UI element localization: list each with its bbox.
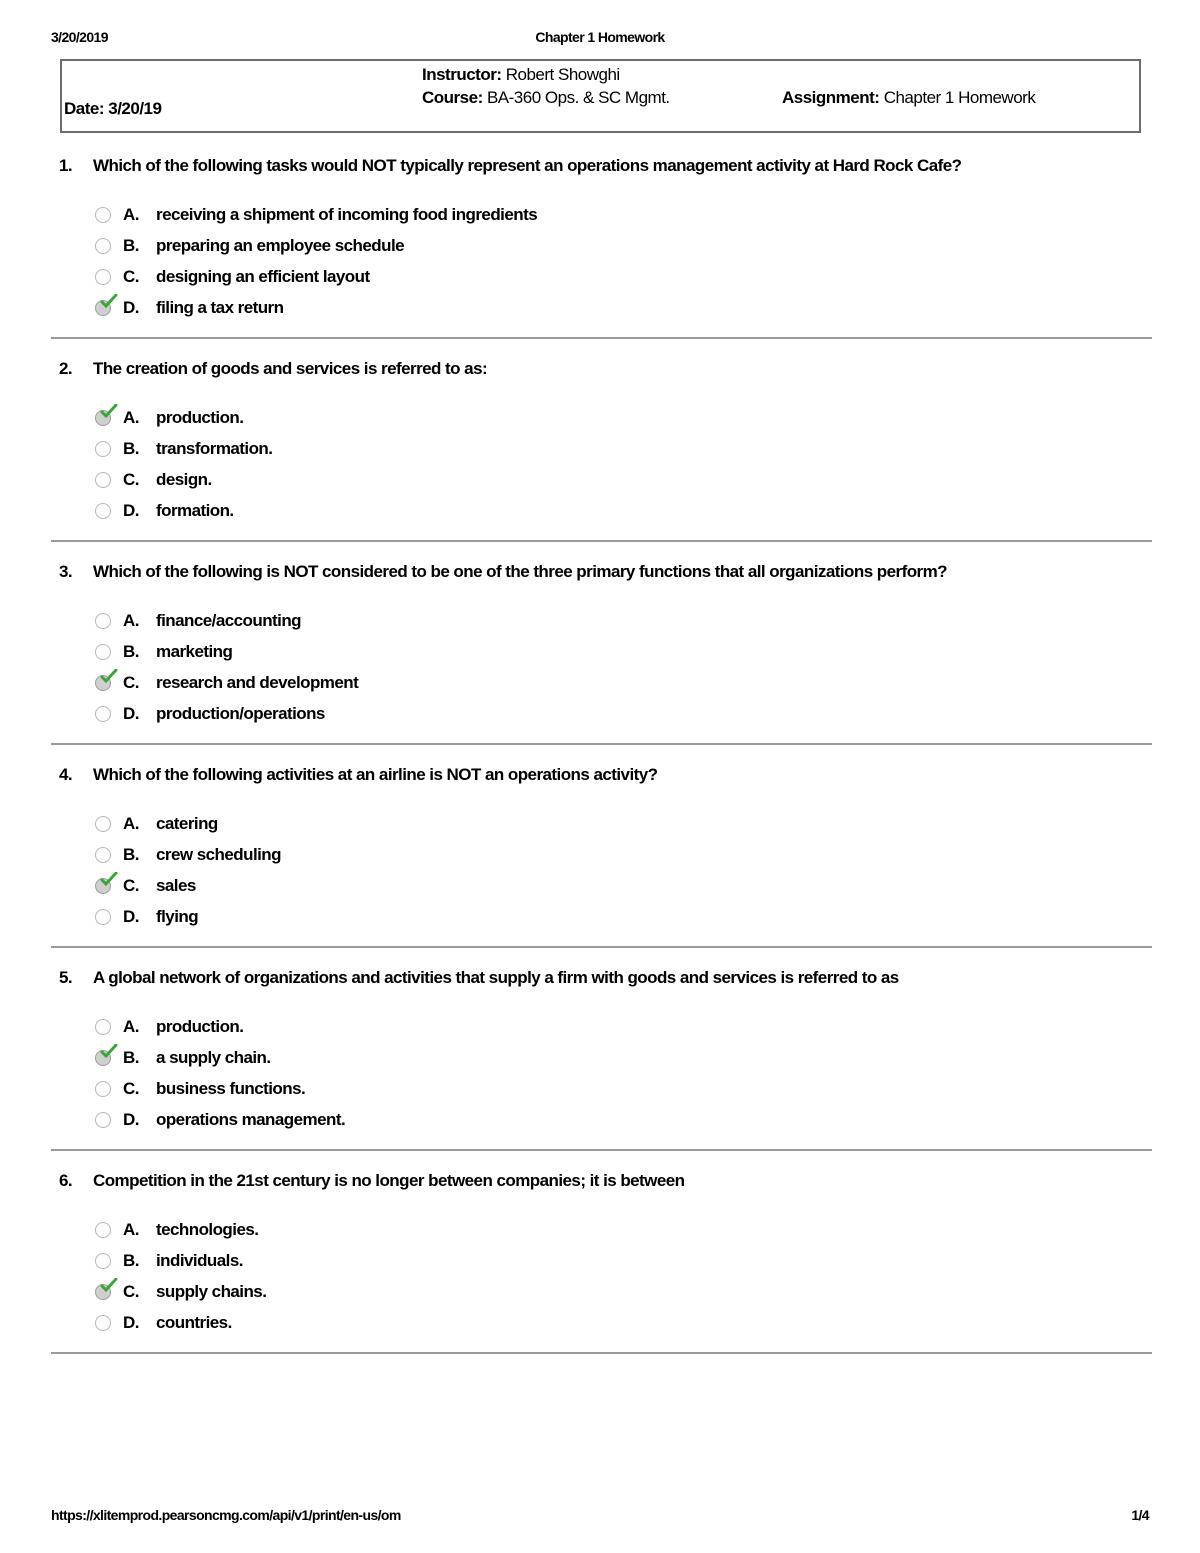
question-divider (51, 337, 1152, 339)
option-text: flying (156, 907, 199, 926)
option-text: crew scheduling (156, 845, 281, 864)
radio-button[interactable] (95, 909, 111, 925)
assignment-info-box (60, 59, 1141, 133)
question-prompt: Which of the following tasks would NOT typically represent an operations management activity at Hard Rock Cafe? (93, 156, 962, 175)
question-prompt: The creation of goods and services is referred to as: (93, 359, 488, 378)
question-1 (51, 156, 1152, 359)
question-number: 4. (59, 765, 73, 784)
option-letter: D. (123, 298, 139, 317)
page-number: 1/4 (1131, 1507, 1149, 1523)
question-divider (51, 743, 1152, 745)
option-letter: A. (123, 408, 139, 427)
print-url: https://xlitemprod.pearsoncmg.com/api/v1/print/en-us/om (51, 1507, 401, 1523)
radio-button[interactable] (95, 238, 111, 254)
option-text: supply chains. (156, 1282, 267, 1301)
question-prompt: Competition in the 21st century is no longer between companies; it is between (93, 1171, 685, 1190)
question-2 (51, 359, 1152, 562)
radio-button[interactable] (95, 1253, 111, 1269)
print-title: Chapter 1 Homework (535, 29, 665, 45)
option-text: marketing (156, 642, 233, 661)
option-text: technologies. (156, 1220, 259, 1239)
question-number: 5. (59, 968, 73, 987)
course-field: Course: BA-360 Ops. & SC Mgmt. (422, 88, 670, 107)
option-text: countries. (156, 1313, 232, 1332)
radio-button[interactable] (95, 816, 111, 832)
option-text: a supply chain. (156, 1048, 271, 1067)
radio-button[interactable] (95, 1019, 111, 1035)
radio-button[interactable] (95, 644, 111, 660)
option-letter: C. (123, 470, 139, 489)
question-prompt: Which of the following is NOT considered to be one of the three primary functions that all organizations perform? (93, 562, 948, 581)
option-letter: B. (123, 1251, 139, 1270)
radio-button[interactable] (95, 472, 111, 488)
option-text: receiving a shipment of incoming food ingredients (156, 205, 538, 224)
option-text: filing a tax return (156, 298, 284, 317)
radio-button[interactable] (95, 1112, 111, 1128)
option-text: transformation. (156, 439, 273, 458)
checkmark-icon (100, 669, 118, 685)
radio-button[interactable] (95, 706, 111, 722)
question-text (59, 968, 899, 988)
checkmark-icon (100, 404, 118, 420)
checkmark-icon (100, 872, 118, 888)
print-footer (51, 1507, 1149, 1525)
question-text (59, 562, 947, 582)
option-letter: C. (123, 267, 139, 286)
question-4 (51, 765, 1152, 968)
option-text: individuals. (156, 1251, 243, 1270)
question-text (59, 359, 487, 379)
option-letter: B. (123, 439, 139, 458)
print-date: 3/20/2019 (51, 29, 108, 45)
option-text: finance/accounting (156, 611, 302, 630)
radio-button[interactable] (95, 1222, 111, 1238)
option-text: formation. (156, 501, 234, 520)
assignment-field: Assignment: Chapter 1 Homework (782, 88, 1036, 107)
question-text (59, 156, 961, 176)
option-text: design. (156, 470, 212, 489)
date-field: Date: 3/20/19 (64, 99, 162, 118)
option-text: production. (156, 408, 244, 427)
option-letter: B. (123, 1048, 139, 1067)
option-letter: C. (123, 1079, 139, 1098)
option-text: preparing an employee schedule (156, 236, 405, 255)
option-text: production. (156, 1017, 244, 1036)
option-letter: B. (123, 642, 139, 661)
question-5 (51, 968, 1152, 1171)
radio-button[interactable] (95, 207, 111, 223)
question-text (59, 1171, 684, 1191)
question-prompt: A global network of organizations and activities that supply a firm with goods and services is referred to as (93, 968, 899, 987)
option-letter: A. (123, 205, 139, 224)
option-text: production/operations (156, 704, 325, 723)
question-number: 1. (59, 156, 73, 175)
option-letter: A. (123, 1220, 139, 1239)
print-header (51, 29, 1149, 49)
radio-button[interactable] (95, 613, 111, 629)
option-letter: D. (123, 907, 139, 926)
option-letter: C. (123, 876, 139, 895)
radio-button[interactable] (95, 1081, 111, 1097)
radio-button[interactable] (95, 1315, 111, 1331)
question-text (59, 765, 657, 785)
question-number: 6. (59, 1171, 73, 1190)
question-divider (51, 1352, 1152, 1354)
option-letter: B. (123, 236, 139, 255)
option-text: business functions. (156, 1079, 306, 1098)
option-text: research and development (156, 673, 359, 692)
checkmark-icon (100, 294, 118, 310)
question-number: 2. (59, 359, 73, 378)
question-number: 3. (59, 562, 73, 581)
radio-button[interactable] (95, 503, 111, 519)
option-letter: D. (123, 1313, 139, 1332)
radio-button[interactable] (95, 269, 111, 285)
question-divider (51, 946, 1152, 948)
option-letter: A. (123, 814, 139, 833)
question-divider (51, 540, 1152, 542)
option-letter: C. (123, 673, 139, 692)
option-letter: C. (123, 1282, 139, 1301)
question-divider (51, 1149, 1152, 1151)
question-6 (51, 1171, 1152, 1374)
radio-button[interactable] (95, 441, 111, 457)
option-text: catering (156, 814, 218, 833)
instructor-field: Instructor: Robert Showghi (422, 65, 620, 84)
question-prompt: Which of the following activities at an airline is NOT an operations activity? (93, 765, 658, 784)
question-3 (51, 562, 1152, 765)
option-letter: A. (123, 1017, 139, 1036)
checkmark-icon (100, 1278, 118, 1294)
option-letter: B. (123, 845, 139, 864)
option-letter: D. (123, 1110, 139, 1129)
option-letter: A. (123, 611, 139, 630)
radio-button[interactable] (95, 847, 111, 863)
option-letter: D. (123, 704, 139, 723)
option-text: operations management. (156, 1110, 346, 1129)
option-text: designing an efficient layout (156, 267, 370, 286)
checkmark-icon (100, 1044, 118, 1060)
option-text: sales (156, 876, 196, 895)
option-letter: D. (123, 501, 139, 520)
